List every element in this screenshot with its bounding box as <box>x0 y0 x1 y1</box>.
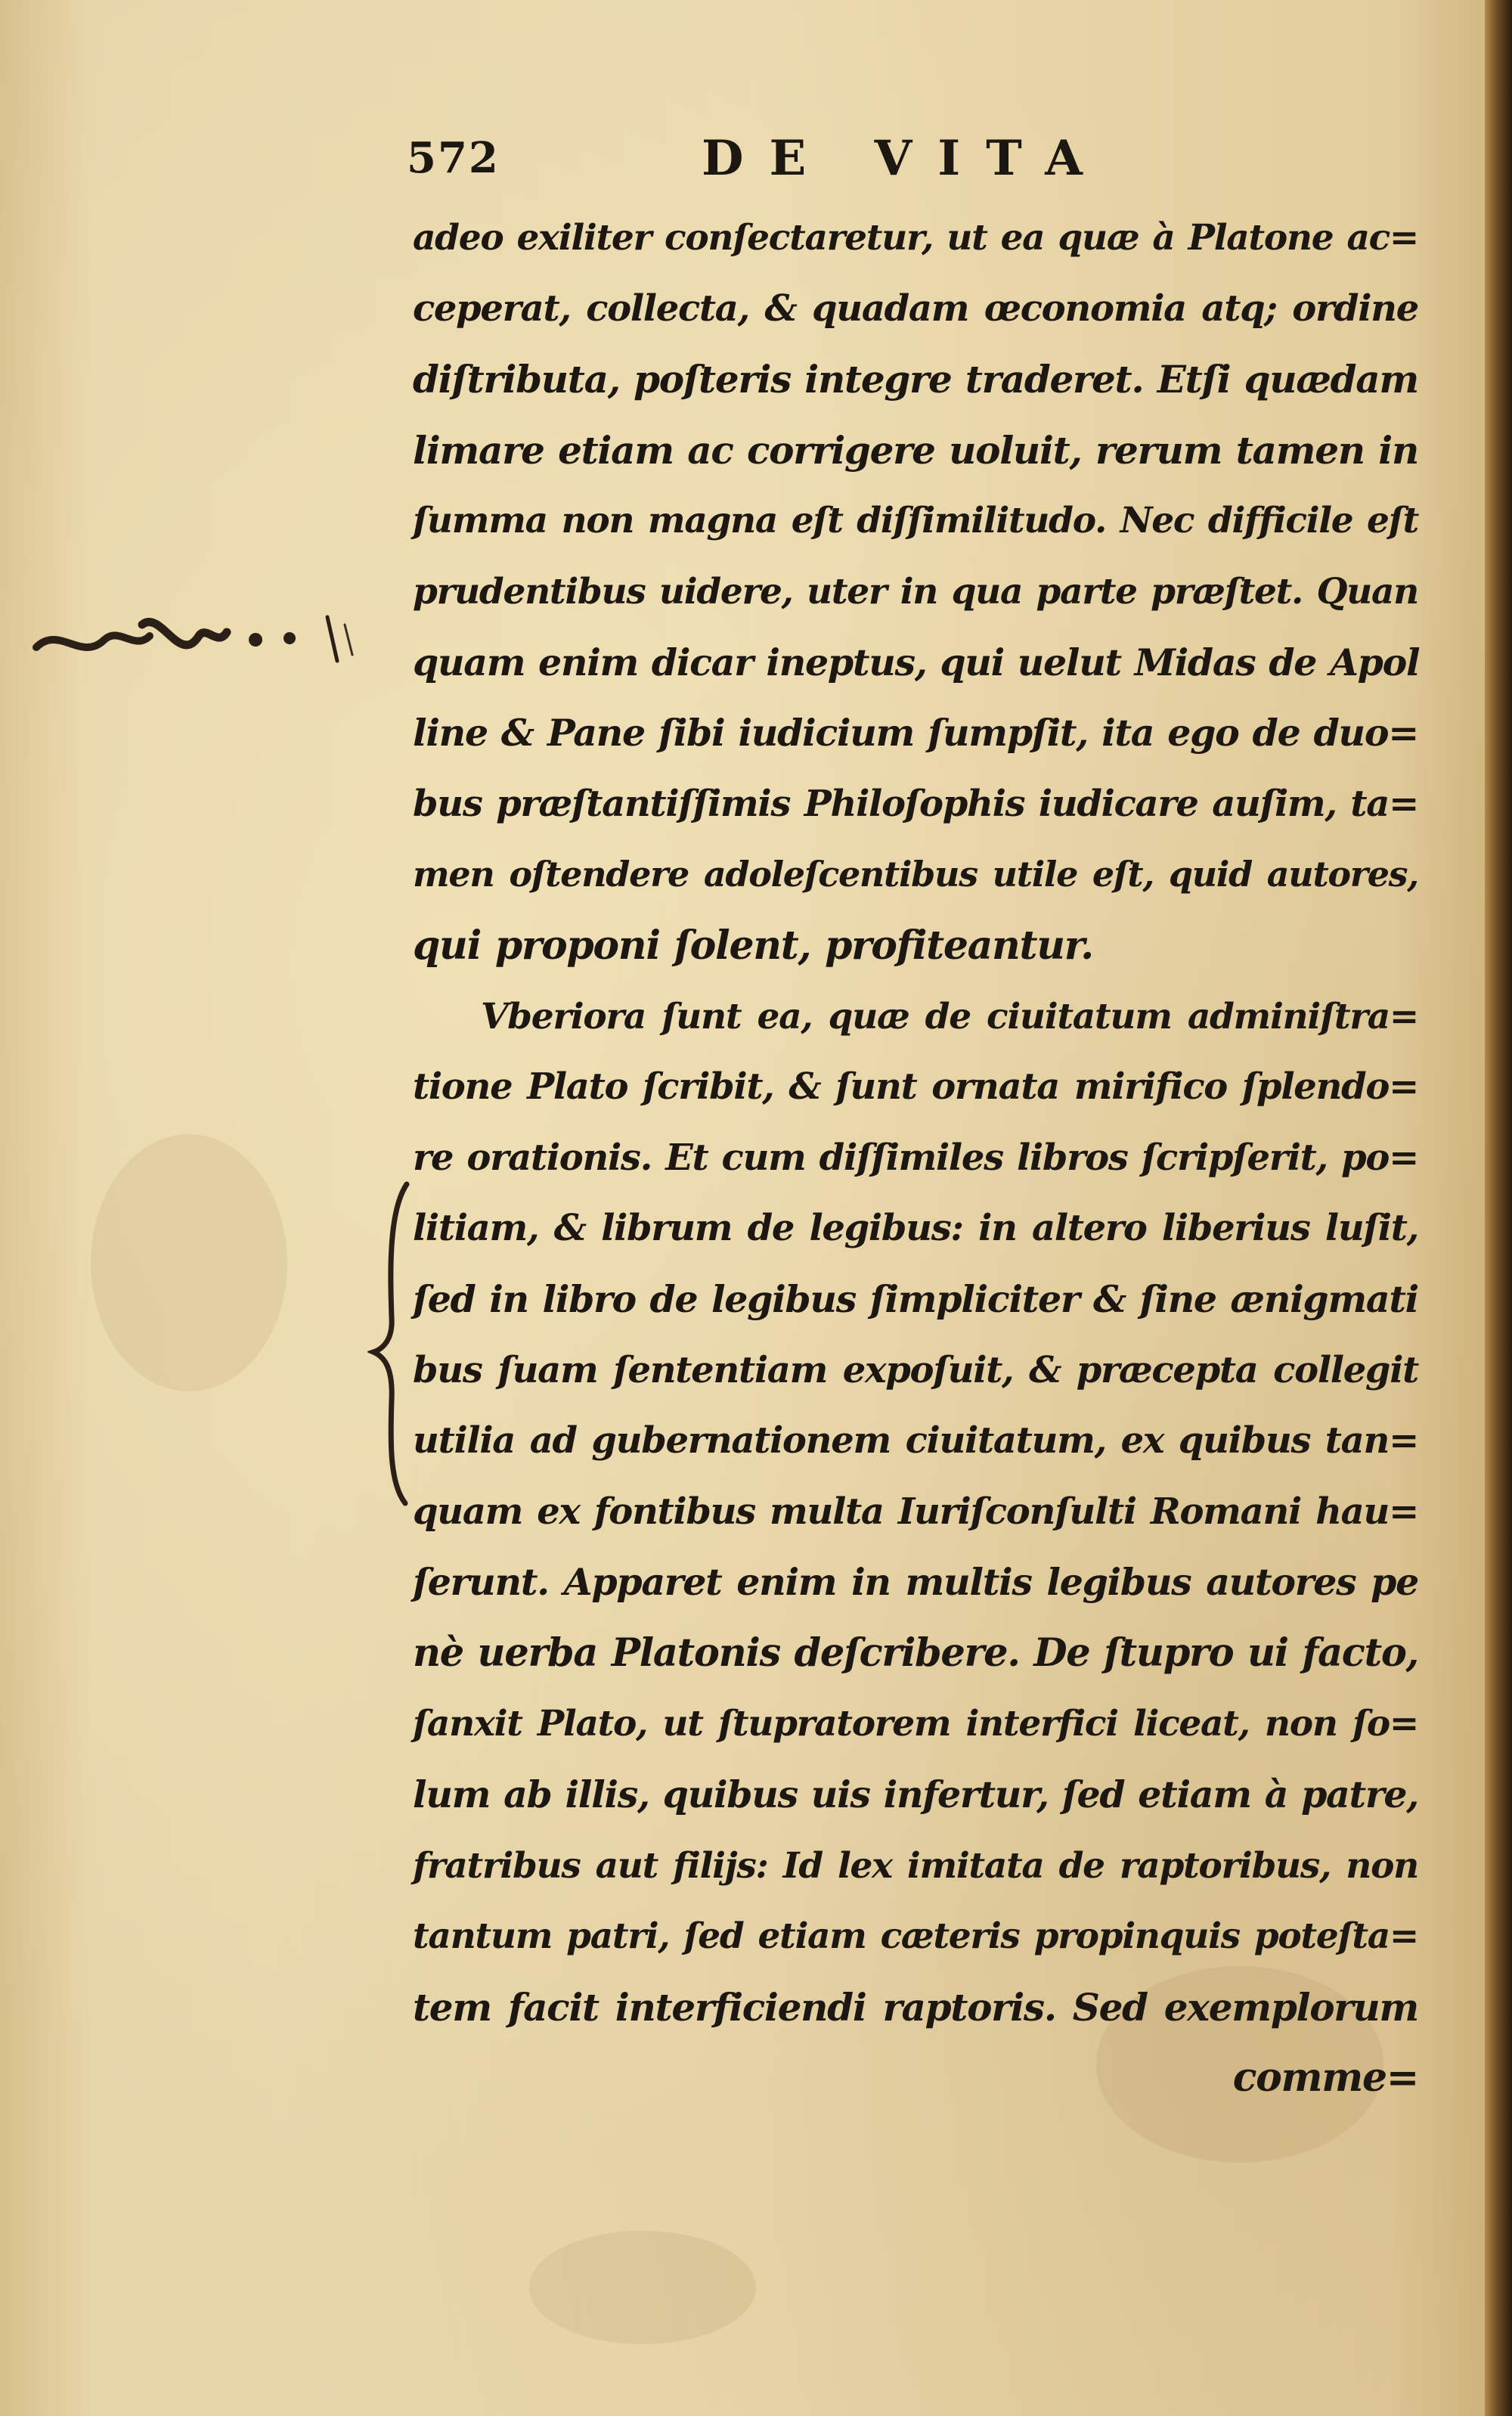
marginal-bracket <box>367 1181 413 1506</box>
text-line: utilia ad gubernationem ciuitatum, ex quibus tan= <box>413 1419 1418 1462</box>
page-edge-shadow <box>1485 0 1512 2416</box>
text-line: fratribus aut filijs: Id lex imitata de raptoribus, non <box>413 1844 1418 1887</box>
text-block <box>413 203 1418 2114</box>
text-line: quam enim dicar ineptus, qui uelut Midas de Apol <box>413 640 1420 684</box>
text-line: limare etiam ac corrigere uoluit, rerum tamen in <box>413 427 1418 473</box>
text-line: diſtributa, poſteris integre traderet. Etſi quædam <box>413 357 1418 402</box>
text-line: ceperat, collecta, & quadam œconomia atq; ordine <box>413 287 1418 330</box>
text-line: tantum patri, ſed etiam cæteris propinquis poteſta= <box>413 1915 1418 1958</box>
page-number: 572 <box>407 133 500 183</box>
running-head: DE VITA <box>702 130 1108 187</box>
text-line: re orationis. Et cum diſſimiles libros ſcripſerit, po= <box>413 1136 1418 1179</box>
text-line: quam ex fontibus multa Iuriſconſulti Romani hau= <box>413 1490 1418 1533</box>
text-line: ſerunt. Apparet enim in multis legibus autores pe <box>413 1560 1418 1605</box>
text-line: bus præſtantiſſimis Philoſophis iudicare auſim, ta= <box>413 782 1418 825</box>
text-line: ſed in libro de legibus ſimpliciter & ſine ænigmati <box>413 1276 1418 1321</box>
text-line: tione Plato ſcribit, & ſunt ornata mirifico ſplendo= <box>413 1065 1418 1109</box>
text-line: adeo exiliter conſectaretur, ut ea quæ à Platone ac= <box>413 217 1418 259</box>
paper-stain <box>91 1134 287 1391</box>
text-line: qui proponi ſolent, profiteantur. <box>413 922 1093 969</box>
page-header <box>407 130 1405 198</box>
paper-stain <box>529 2231 756 2344</box>
text-line: Vberiora ſunt ea, quæ de ciuitatum adminiſtra= <box>481 995 1418 1037</box>
text-line: prudentibus uidere, uter in qua parte præſtet. Quan <box>413 570 1418 613</box>
text-line: litiam, & librum de legibus: in altero liberius luſit, <box>413 1207 1418 1250</box>
text-line: ſanxit Plato, ut ſtupratorem interfici liceat, non ſo= <box>413 1703 1418 1745</box>
text-line: line & Pane ſibi iudicium ſumpſit, ita ego de duo= <box>413 711 1418 755</box>
text-line: lum ab illis, quibus uis infertur, ſed etiam à patre, <box>413 1772 1418 1817</box>
catchword: comme= <box>1232 2055 1418 2101</box>
text-line: nè uerba Platonis deſcribere. De ſtupro ui facto, <box>413 1630 1418 1676</box>
marginal-ink-flourish <box>29 594 354 678</box>
text-line: bus ſuam ſententiam expoſuit, & præcepta collegit <box>413 1348 1418 1391</box>
text-line: ſumma non magna eſt diſſimilitudo. Nec difficile eſt <box>413 500 1418 542</box>
text-line: men oſtendere adoleſcentibus utile eſt, quid autores, <box>413 854 1418 895</box>
text-line: tem facit interficiendi raptoris. Sed exemplorum <box>413 1984 1418 2030</box>
